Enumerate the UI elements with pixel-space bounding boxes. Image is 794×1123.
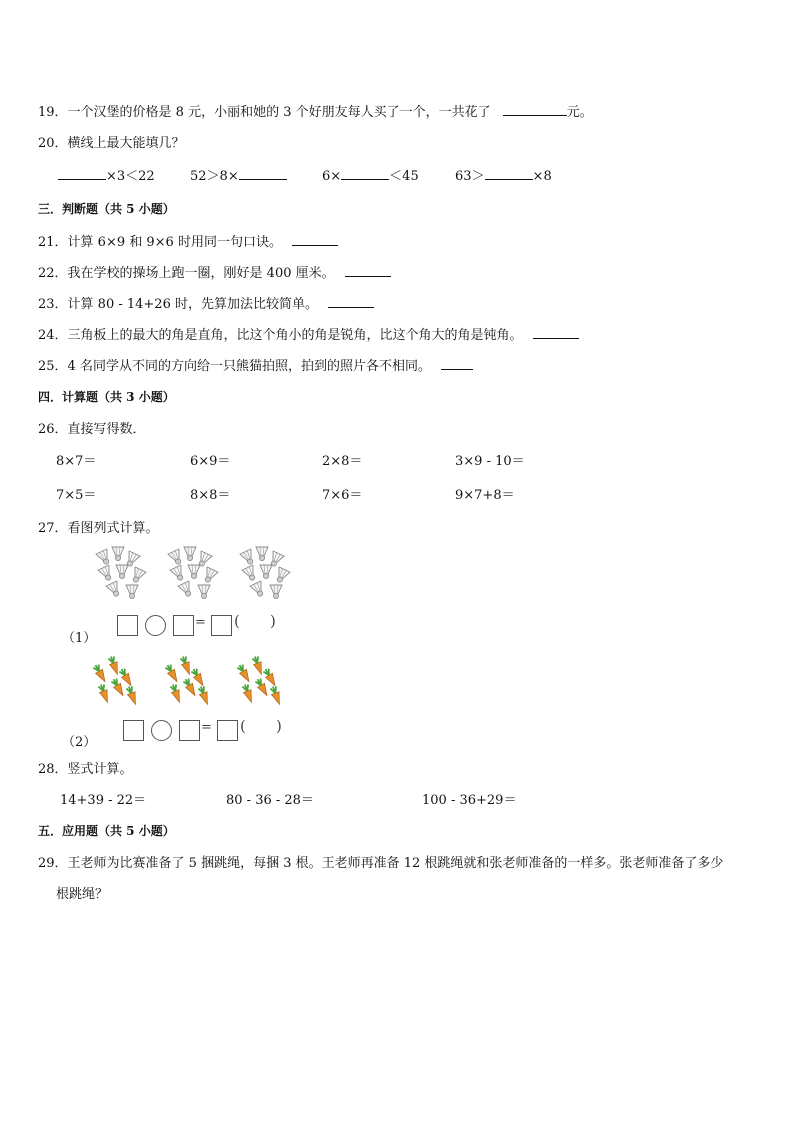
question-21 bbox=[38, 233, 338, 252]
carrot-icon bbox=[182, 677, 198, 697]
q23-text: 23．计算 80 - 14+26 时，先算加法比较简单。 bbox=[38, 297, 318, 312]
q24-blank[interactable] bbox=[533, 326, 579, 339]
shuttlecock-icon bbox=[270, 585, 282, 599]
q20-item-1 bbox=[58, 167, 155, 186]
answer-box[interactable] bbox=[179, 720, 200, 741]
q20-item-4 bbox=[455, 167, 552, 186]
shuttlecock-icon bbox=[112, 547, 124, 561]
unit-paren-close: ) bbox=[276, 717, 282, 735]
shuttlecock-icon bbox=[260, 565, 272, 579]
shuttlecock-icon bbox=[106, 581, 123, 598]
carrot-icon bbox=[241, 683, 255, 704]
shuttlecock-icon bbox=[98, 565, 115, 582]
q19-text: 19．一个汉堡的价格是 8 元，小丽和她的 3 个好朋友每人买了一个，一共花了 bbox=[38, 105, 491, 120]
carrot-icon bbox=[179, 655, 193, 676]
shuttlecock-icon bbox=[240, 549, 257, 566]
carrot-icon bbox=[110, 677, 126, 697]
equals-sign: = bbox=[195, 615, 206, 630]
shuttlecock-icon bbox=[126, 585, 138, 599]
question-25 bbox=[38, 357, 473, 376]
carrot-icon bbox=[269, 685, 283, 706]
unit-paren-close: ) bbox=[270, 612, 276, 630]
shuttlecock-icon bbox=[170, 565, 187, 582]
q26-r1-c3: 2×8＝ bbox=[322, 454, 363, 469]
carrot-icon bbox=[197, 685, 211, 706]
carrot-picture bbox=[90, 655, 300, 710]
carrot-icon bbox=[236, 663, 252, 683]
question-29-line-1: 29．王老师为比赛准备了 5 捆跳绳，每捆 3 根。王老师再准备 12 根跳绳就和张老师准备的一样多。张老师准备了多少 bbox=[38, 856, 724, 871]
shuttlecock-icon bbox=[273, 567, 290, 584]
q25-text: 25．4 名同学从不同的方向给一只熊猫拍照，拍到的照片各不相同。 bbox=[38, 359, 431, 374]
answer-box[interactable] bbox=[211, 615, 232, 636]
carrot-icon bbox=[169, 683, 183, 704]
carrot-icon bbox=[251, 655, 265, 676]
carrot-icon bbox=[125, 685, 139, 706]
unit-paren-open: ( bbox=[234, 612, 240, 630]
shuttlecock-icon bbox=[168, 549, 185, 566]
q25-blank[interactable] bbox=[441, 357, 473, 370]
q23-blank[interactable] bbox=[328, 295, 374, 308]
question-24 bbox=[38, 326, 579, 345]
q20-item-2 bbox=[190, 167, 287, 186]
shuttlecock-icon bbox=[129, 567, 146, 584]
q20-blank-3[interactable] bbox=[341, 167, 389, 180]
operator-circle[interactable] bbox=[151, 720, 172, 741]
carrot-icon bbox=[107, 655, 121, 676]
q28-item-3: 100 - 36+29＝ bbox=[422, 793, 517, 808]
section-3-title: 三．判断题（共 5 小题） bbox=[38, 202, 175, 216]
q20-item-4-pre: 63＞ bbox=[455, 169, 485, 184]
q26-r1-c1: 8×7＝ bbox=[56, 454, 97, 469]
answer-box[interactable] bbox=[123, 720, 144, 741]
shuttlecock-icon bbox=[188, 565, 200, 579]
question-29-line-2: 根跳绳？ bbox=[56, 887, 109, 902]
q26-r2-c3: 7×6＝ bbox=[322, 488, 363, 503]
q21-text: 21．计算 6×9 和 9×6 时用同一句口诀。 bbox=[38, 235, 282, 250]
q20-item-3-pre: 6× bbox=[322, 169, 342, 184]
q22-text: 22．我在学校的操场上跑一圈，刚好是 400 厘米。 bbox=[38, 266, 335, 281]
carrot-icon bbox=[97, 683, 111, 704]
q20-blank-2[interactable] bbox=[239, 167, 287, 180]
shuttlecock-icon bbox=[178, 581, 195, 598]
q20-item-3 bbox=[322, 167, 419, 186]
shuttlecock-icon bbox=[256, 547, 268, 561]
question-26: 26．直接写得数． bbox=[38, 422, 146, 437]
answer-box[interactable] bbox=[173, 615, 194, 636]
operator-circle[interactable] bbox=[145, 615, 166, 636]
answer-box[interactable] bbox=[117, 615, 138, 636]
q26-r2-c4: 9×7+8＝ bbox=[455, 488, 515, 503]
q20-item-4-post: ×8 bbox=[532, 169, 552, 184]
shuttlecock-icon bbox=[250, 581, 267, 598]
q27-label-2: （2） bbox=[62, 735, 97, 750]
answer-box[interactable] bbox=[217, 720, 238, 741]
section-4-title: 四．计算题（共 3 小题） bbox=[38, 390, 175, 404]
question-27: 27．看图列式计算。 bbox=[38, 521, 159, 536]
shuttlecock-icon bbox=[116, 565, 128, 579]
q22-blank[interactable] bbox=[345, 264, 391, 277]
q20-blank-4[interactable] bbox=[485, 167, 533, 180]
shuttlecock-icon bbox=[198, 585, 210, 599]
q26-r1-c2: 6×9＝ bbox=[190, 454, 231, 469]
q20-item-1-text: ×3＜22 bbox=[106, 169, 155, 184]
unit-paren-open: ( bbox=[240, 717, 246, 735]
question-19 bbox=[38, 103, 593, 122]
question-22 bbox=[38, 264, 391, 283]
carrot-icon bbox=[254, 677, 270, 697]
section-5-title: 五．应用题（共 5 小题） bbox=[38, 824, 175, 838]
q26-r1-c4: 3×9 - 10＝ bbox=[455, 454, 525, 469]
shuttlecock-picture bbox=[90, 545, 300, 607]
q21-blank[interactable] bbox=[292, 233, 338, 246]
q27-label-1: （1） bbox=[62, 631, 97, 646]
question-20: 20．横线上最大能填几？ bbox=[38, 136, 185, 151]
q20-blank-1[interactable] bbox=[58, 167, 106, 180]
q26-r2-c2: 8×8＝ bbox=[190, 488, 231, 503]
shuttlecock-icon bbox=[184, 547, 196, 561]
question-28: 28．竖式计算。 bbox=[38, 762, 133, 777]
q19-unit: 元。 bbox=[566, 105, 593, 120]
q26-r2-c1: 7×5＝ bbox=[56, 488, 97, 503]
shuttlecock-icon bbox=[201, 567, 218, 584]
carrot-icon bbox=[164, 663, 180, 683]
q19-blank[interactable] bbox=[503, 103, 567, 116]
shuttlecock-icon bbox=[242, 565, 259, 582]
question-23 bbox=[38, 295, 374, 314]
q28-item-1: 14+39 - 22＝ bbox=[60, 793, 147, 808]
q20-item-3-post: ＜45 bbox=[389, 169, 419, 184]
carrot-icon bbox=[92, 663, 108, 683]
shuttlecock-icon bbox=[96, 549, 113, 566]
q20-item-2-text: 52＞8× bbox=[190, 169, 239, 184]
equals-sign: = bbox=[201, 720, 212, 735]
q24-text: 24．三角板上的最大的角是直角，比这个角小的角是锐角，比这个角大的角是钝角。 bbox=[38, 328, 523, 343]
q28-item-2: 80 - 36 - 28＝ bbox=[226, 793, 314, 808]
